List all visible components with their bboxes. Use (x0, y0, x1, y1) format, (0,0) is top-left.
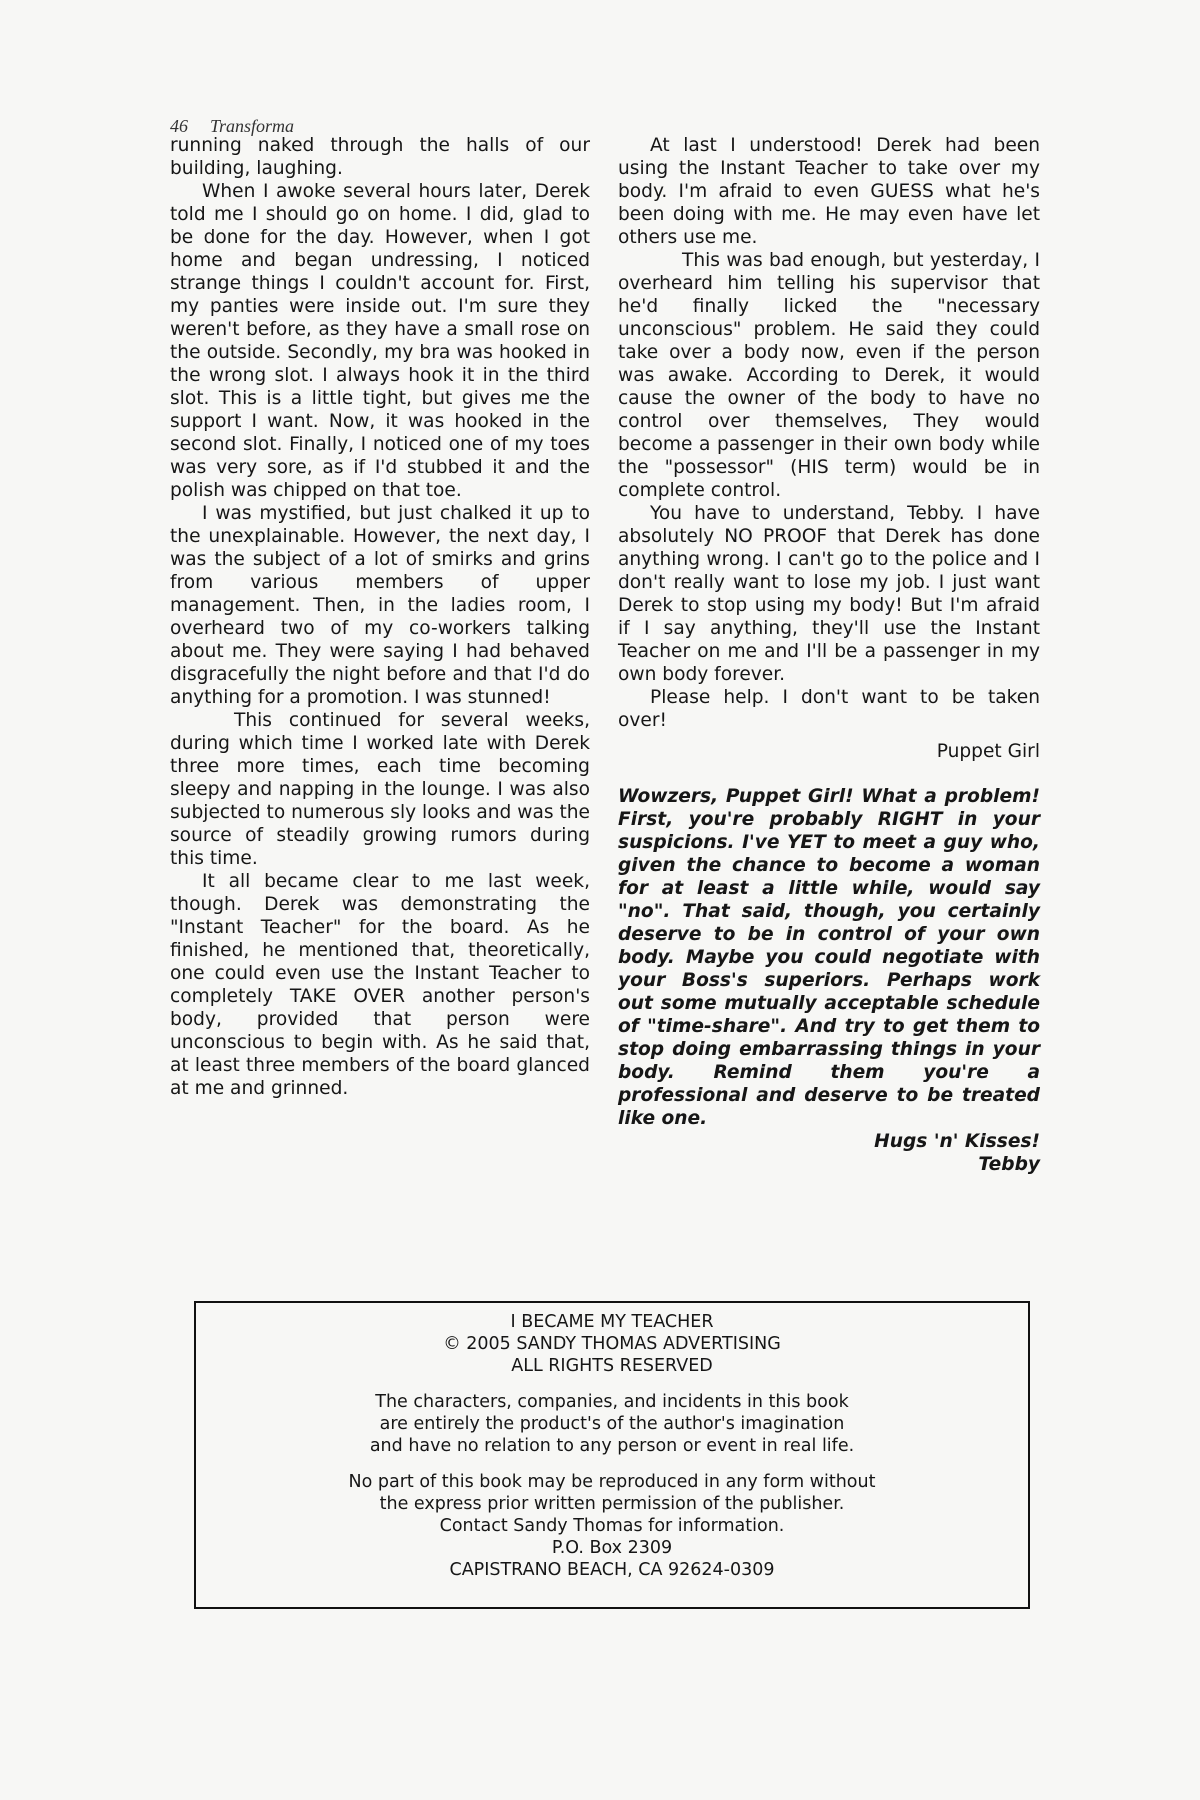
disclaimer-line: The characters, companies, and incidents in this book (375, 1392, 849, 1412)
right-column (618, 134, 1040, 1176)
reply-sign-off: Hugs 'n' Kisses! (874, 1131, 1040, 1152)
paragraph: This was bad enough, but yesterday, I overheard him telling his supervisor that he'd finally licked the "necessary unconscious" problem. He said they could take over a body now, even if the person was awake. According to Derek, it would cause the owner of the body to have no control over themselves, They would become a passenger in their own body while the "possessor" (HIS term) would be in complete control. (618, 250, 1040, 501)
paragraph: This continued for several weeks, during which time I worked late with Derek three more times, each time becoming sleepy and napping in the lounge. I was also subjected to numerous sly looks and was the source of steadily growing rumors during this time. (170, 710, 590, 869)
notice-line: No part of this book may be reproduced in any form without (348, 1472, 876, 1492)
reproduction-notice (196, 1471, 1028, 1581)
paragraph: running naked through the halls of our building, laughing. (170, 135, 590, 179)
notice-line: P.O. Box 2309 (551, 1538, 673, 1558)
advice-reply: Wowzers, Puppet Girl! What a problem! First, you're probably RIGHT in your suspicions. I've YET to meet a guy who, given the chance to become a woman for at least a little while, would say "no". That said, though, you certainly deserve to be in control of your own body. Maybe you could negotiate with your Boss's superiors. Perhaps work out some mutually acceptable schedule of "time-share". And try to get them to stop doing embarrassing things in your body. Remind them you're a professional and deserve to be treated like one. (618, 786, 1040, 1129)
disclaimer-line: are entirely the product's of the author's imagination (379, 1414, 845, 1434)
reply-author: Tebby (978, 1154, 1040, 1175)
letter-signature: Puppet Girl (936, 741, 1040, 762)
left-column (170, 134, 590, 1100)
notice-line: Contact Sandy Thomas for information. (439, 1516, 785, 1536)
disclaimer (196, 1391, 1028, 1457)
paragraph: Please help. I don't want to be taken over! (618, 687, 1040, 731)
page-number: 46 (170, 116, 188, 136)
book-title: I BECAME MY TEACHER (510, 1312, 714, 1332)
running-title: Transforma (210, 116, 295, 136)
copyright-box (194, 1301, 1030, 1609)
paragraph: I was mystified, but just chalked it up to the unexplainable. However, the next day, I was the subject of a lot of smirks and grins from various members of upper management. Then, in the ladies room, I overheard two of my co-workers talking about me. They were saying I had behaved disgracefully the night before and that I'd do anything for a promotion. I was stunned! (170, 503, 590, 708)
paragraph: You have to understand, Tebby. I have absolutely NO PROOF that Derek has done anything wrong. I can't go to the police and I don't really want to lose my job. I just want Derek to stop using my body! But I'm afraid if I say anything, they'll use the Instant Teacher on me and I'll be a passenger in my own body forever. (618, 503, 1040, 685)
paragraph: When I awoke several hours later, Derek told me I should go on home. I did, glad to be done for the day. However, when I got home and began undressing, I noticed strange things I couldn't account for. First, my panties were inside out. I'm sure they weren't before, as they have a small rose on the outside. Secondly, my bra was hooked in the wrong slot. I always hook it in the third slot. This is a little tight, but gives me the support I want. Now, it was hooked in the second slot. Finally, I noticed one of my toes was very sore, as if I'd stubbed it and the polish was chipped on that toe. (170, 181, 590, 501)
copyright-line: © 2005 SANDY THOMAS ADVERTISING (443, 1334, 781, 1354)
disclaimer-line: and have no relation to any person or event in real life. (369, 1436, 855, 1456)
paragraph: It all became clear to me last week, though. Derek was demonstrating the "Instant Teacher" for the board. As he finished, he mentioned that, theoretically, one could even use the Instant Teacher to completely TAKE OVER another person's body, provided that person were unconscious to begin with. As he said that, at least three members of the board glanced at me and grinned. (170, 871, 590, 1099)
notice-line: the express prior written permission of the publisher. (379, 1494, 845, 1514)
notice-line: CAPISTRANO BEACH, CA 92624-0309 (449, 1560, 775, 1580)
paragraph: At last I understood! Derek had been using the Instant Teacher to take over my body. I'm afraid to even GUESS what he's been doing with me. He may even have let others use me. (618, 135, 1040, 248)
rights-line: ALL RIGHTS RESERVED (511, 1356, 713, 1376)
